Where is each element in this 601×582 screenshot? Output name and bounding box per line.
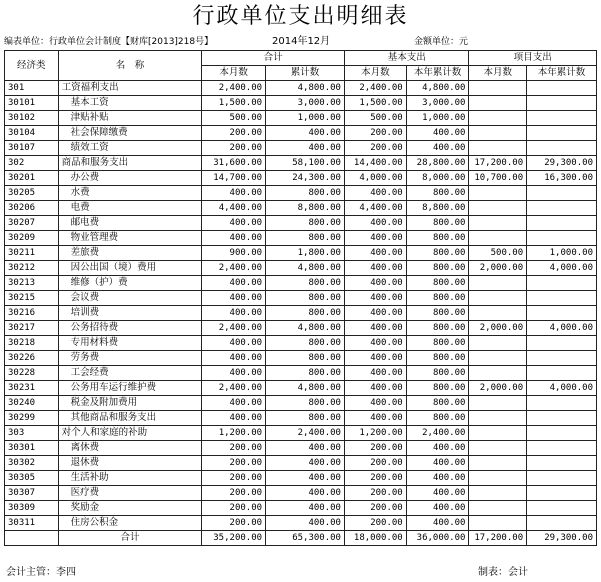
reporting-unit: 编表单位：行政单位会计制度【财库[2013]218号】 xyxy=(4,37,214,47)
table-row xyxy=(5,321,597,336)
row-basic-month: 400.00 xyxy=(344,231,406,246)
row-project-month xyxy=(469,441,527,456)
row-cumulative: 3,000.00 xyxy=(266,96,345,111)
row-month: 400.00 xyxy=(202,276,266,291)
row-code: 30209 xyxy=(5,231,59,246)
row-basic-month: 400.00 xyxy=(344,306,406,321)
row-code: 302 xyxy=(5,156,59,171)
row-cumulative: 4,800.00 xyxy=(266,321,345,336)
row-basic-year-cumulative: 800.00 xyxy=(406,321,469,336)
row-project-year-cumulative xyxy=(527,486,597,501)
row-name: 劳务费 xyxy=(58,351,202,366)
row-code: 30311 xyxy=(5,516,59,531)
row-project-month xyxy=(469,126,527,141)
row-project-year-cumulative: 16,300.00 xyxy=(527,171,597,186)
row-basic-month: 200.00 xyxy=(344,141,406,156)
row-code: 30218 xyxy=(5,336,59,351)
row-project-month xyxy=(469,81,527,96)
row-name: 培训费 xyxy=(58,306,202,321)
row-cumulative: 800.00 xyxy=(266,351,345,366)
row-project-month xyxy=(469,306,527,321)
row-month: 200.00 xyxy=(202,516,266,531)
row-name: 津贴补贴 xyxy=(58,111,202,126)
table-row xyxy=(5,126,597,141)
table-row xyxy=(5,351,597,366)
row-project-year-cumulative xyxy=(527,126,597,141)
row-month: 1,200.00 xyxy=(202,426,266,441)
row-project-year-cumulative: 29,300.00 xyxy=(527,156,597,171)
row-code: 30309 xyxy=(5,501,59,516)
row-basic-month: 400.00 xyxy=(344,336,406,351)
row-name: 商品和服务支出 xyxy=(58,156,202,171)
row-name: 医疗费 xyxy=(58,486,202,501)
row-basic-year-cumulative: 800.00 xyxy=(406,261,469,276)
table-row xyxy=(5,291,597,306)
currency-unit: 金额单位：元 xyxy=(414,37,469,47)
row-basic-month: 200.00 xyxy=(344,126,406,141)
row-name: 公务招待费 xyxy=(58,321,202,336)
row-basic-month: 400.00 xyxy=(344,321,406,336)
row-cumulative: 800.00 xyxy=(266,306,345,321)
row-project-month xyxy=(469,291,527,306)
row-name: 生活补助 xyxy=(58,471,202,486)
row-name: 社会保障缴费 xyxy=(58,126,202,141)
row-code: 30104 xyxy=(5,126,59,141)
row-project-month xyxy=(469,411,527,426)
row-project-year-cumulative xyxy=(527,501,597,516)
row-project-month: 2,000.00 xyxy=(469,381,527,396)
table-row xyxy=(5,426,597,441)
row-basic-year-cumulative: 800.00 xyxy=(406,246,469,261)
row-name: 其他商品和服务支出 xyxy=(58,411,202,426)
table-row xyxy=(5,201,597,216)
table-row xyxy=(5,96,597,111)
row-project-year-cumulative xyxy=(527,351,597,366)
row-basic-year-cumulative: 800.00 xyxy=(406,336,469,351)
row-basic-year-cumulative: 28,800.00 xyxy=(406,156,469,171)
header-project-year-cumulative: 本年累计数 xyxy=(527,66,597,81)
row-code: 30307 xyxy=(5,486,59,501)
row-project-month xyxy=(469,501,527,516)
table-row xyxy=(5,276,597,291)
header-group-basic: 基本支出 xyxy=(344,51,468,66)
row-project-month xyxy=(469,426,527,441)
row-project-month xyxy=(469,276,527,291)
total-project-year-cumulative: 29,300.00 xyxy=(527,531,597,546)
row-name: 退休费 xyxy=(58,456,202,471)
row-project-month: 17,200.00 xyxy=(469,156,527,171)
row-basic-year-cumulative: 1,000.00 xyxy=(406,111,469,126)
row-project-year-cumulative: 4,000.00 xyxy=(527,261,597,276)
row-project-year-cumulative xyxy=(527,291,597,306)
row-basic-month: 200.00 xyxy=(344,456,406,471)
row-basic-month: 200.00 xyxy=(344,516,406,531)
total-row xyxy=(5,531,597,546)
row-project-year-cumulative xyxy=(527,411,597,426)
row-code: 30107 xyxy=(5,141,59,156)
table-row xyxy=(5,456,597,471)
row-project-month: 2,000.00 xyxy=(469,261,527,276)
header-project-month: 本月数 xyxy=(469,66,527,81)
row-cumulative: 1,000.00 xyxy=(266,111,345,126)
table-row xyxy=(5,306,597,321)
table-row xyxy=(5,516,597,531)
row-basic-month: 400.00 xyxy=(344,396,406,411)
row-basic-month: 400.00 xyxy=(344,246,406,261)
row-month: 400.00 xyxy=(202,351,266,366)
prepared-by: 制表：会计 xyxy=(478,567,528,578)
row-basic-year-cumulative: 800.00 xyxy=(406,276,469,291)
row-month: 200.00 xyxy=(202,441,266,456)
row-code: 30215 xyxy=(5,291,59,306)
table-row xyxy=(5,441,597,456)
row-basic-year-cumulative: 400.00 xyxy=(406,471,469,486)
row-cumulative: 400.00 xyxy=(266,441,345,456)
row-month: 400.00 xyxy=(202,216,266,231)
row-code: 301 xyxy=(5,81,59,96)
row-basic-year-cumulative: 800.00 xyxy=(406,186,469,201)
row-basic-month: 14,400.00 xyxy=(344,156,406,171)
row-basic-month: 4,000.00 xyxy=(344,171,406,186)
row-cumulative: 400.00 xyxy=(266,516,345,531)
row-code: 30101 xyxy=(5,96,59,111)
table-row xyxy=(5,231,597,246)
row-month: 200.00 xyxy=(202,456,266,471)
row-code: 30231 xyxy=(5,381,59,396)
table-row xyxy=(5,141,597,156)
row-project-month xyxy=(469,471,527,486)
row-project-month: 2,000.00 xyxy=(469,321,527,336)
table-row xyxy=(5,261,597,276)
row-project-month xyxy=(469,216,527,231)
row-cumulative: 58,100.00 xyxy=(266,156,345,171)
row-code: 30240 xyxy=(5,396,59,411)
row-project-month xyxy=(469,141,527,156)
row-project-month xyxy=(469,456,527,471)
table-row xyxy=(5,396,597,411)
row-project-month xyxy=(469,186,527,201)
row-month: 400.00 xyxy=(202,291,266,306)
row-basic-month: 4,400.00 xyxy=(344,201,406,216)
row-cumulative: 400.00 xyxy=(266,456,345,471)
row-code: 30301 xyxy=(5,441,59,456)
row-code: 30226 xyxy=(5,351,59,366)
row-basic-month: 400.00 xyxy=(344,351,406,366)
row-basic-year-cumulative: 800.00 xyxy=(406,411,469,426)
table-row xyxy=(5,501,597,516)
row-cumulative: 2,400.00 xyxy=(266,426,345,441)
row-project-year-cumulative xyxy=(527,276,597,291)
row-project-year-cumulative xyxy=(527,441,597,456)
row-cumulative: 4,800.00 xyxy=(266,261,345,276)
row-cumulative: 24,300.00 xyxy=(266,171,345,186)
row-project-year-cumulative: 1,000.00 xyxy=(527,246,597,261)
row-basic-year-cumulative: 8,800.00 xyxy=(406,201,469,216)
row-code: 30299 xyxy=(5,411,59,426)
total-project-month: 17,200.00 xyxy=(469,531,527,546)
row-month: 900.00 xyxy=(202,246,266,261)
report-period: 2014年12月 xyxy=(272,36,331,47)
row-basic-year-cumulative: 400.00 xyxy=(406,456,469,471)
row-cumulative: 400.00 xyxy=(266,141,345,156)
table-row xyxy=(5,381,597,396)
row-basic-year-cumulative: 3,000.00 xyxy=(406,96,469,111)
row-basic-year-cumulative: 400.00 xyxy=(406,516,469,531)
row-project-year-cumulative xyxy=(527,186,597,201)
header-total-month: 本月数 xyxy=(202,66,266,81)
row-code: 30201 xyxy=(5,171,59,186)
row-cumulative: 800.00 xyxy=(266,216,345,231)
row-project-year-cumulative xyxy=(527,81,597,96)
row-project-year-cumulative xyxy=(527,201,597,216)
row-code: 30302 xyxy=(5,456,59,471)
row-month: 2,400.00 xyxy=(202,81,266,96)
table-row xyxy=(5,216,597,231)
row-code: 30216 xyxy=(5,306,59,321)
row-basic-year-cumulative: 400.00 xyxy=(406,141,469,156)
row-month: 200.00 xyxy=(202,126,266,141)
row-project-month xyxy=(469,396,527,411)
row-basic-month: 200.00 xyxy=(344,486,406,501)
row-basic-month: 500.00 xyxy=(344,111,406,126)
row-project-month xyxy=(469,201,527,216)
row-code: 30207 xyxy=(5,216,59,231)
row-month: 1,500.00 xyxy=(202,96,266,111)
row-project-year-cumulative xyxy=(527,111,597,126)
row-month: 400.00 xyxy=(202,411,266,426)
total-code-cell xyxy=(5,531,59,546)
row-project-month xyxy=(469,336,527,351)
row-basic-year-cumulative: 8,000.00 xyxy=(406,171,469,186)
row-cumulative: 400.00 xyxy=(266,126,345,141)
row-project-year-cumulative xyxy=(527,96,597,111)
row-project-year-cumulative xyxy=(527,366,597,381)
row-name: 离休费 xyxy=(58,441,202,456)
row-cumulative: 800.00 xyxy=(266,276,345,291)
row-month: 400.00 xyxy=(202,231,266,246)
row-code: 30102 xyxy=(5,111,59,126)
table-row xyxy=(5,171,597,186)
table-row xyxy=(5,486,597,501)
row-basic-month: 1,500.00 xyxy=(344,96,406,111)
row-name: 邮电费 xyxy=(58,216,202,231)
row-month: 200.00 xyxy=(202,141,266,156)
header-basic-month: 本月数 xyxy=(344,66,406,81)
row-code: 30217 xyxy=(5,321,59,336)
row-project-year-cumulative xyxy=(527,231,597,246)
row-project-month xyxy=(469,96,527,111)
row-project-year-cumulative xyxy=(527,336,597,351)
row-code: 30212 xyxy=(5,261,59,276)
row-project-year-cumulative xyxy=(527,471,597,486)
row-name: 公务用车运行维护费 xyxy=(58,381,202,396)
row-project-month: 500.00 xyxy=(469,246,527,261)
total-cumulative: 65,300.00 xyxy=(266,531,345,546)
row-basic-month: 200.00 xyxy=(344,441,406,456)
row-project-month xyxy=(469,516,527,531)
row-name: 基本工资 xyxy=(58,96,202,111)
row-project-year-cumulative xyxy=(527,216,597,231)
row-basic-month: 400.00 xyxy=(344,411,406,426)
row-month: 4,400.00 xyxy=(202,201,266,216)
expenditure-table xyxy=(4,50,597,546)
row-name: 工资福利支出 xyxy=(58,81,202,96)
row-month: 200.00 xyxy=(202,501,266,516)
row-basic-year-cumulative: 800.00 xyxy=(406,396,469,411)
row-month: 31,600.00 xyxy=(202,156,266,171)
row-cumulative: 4,800.00 xyxy=(266,381,345,396)
row-basic-month: 400.00 xyxy=(344,381,406,396)
row-basic-year-cumulative: 4,800.00 xyxy=(406,81,469,96)
row-basic-year-cumulative: 400.00 xyxy=(406,501,469,516)
total-basic-year-cumulative: 36,000.00 xyxy=(406,531,469,546)
row-name: 工会经费 xyxy=(58,366,202,381)
row-name: 会议费 xyxy=(58,291,202,306)
row-basic-month: 400.00 xyxy=(344,276,406,291)
row-month: 400.00 xyxy=(202,366,266,381)
table-row xyxy=(5,336,597,351)
row-basic-month: 400.00 xyxy=(344,261,406,276)
row-code: 30211 xyxy=(5,246,59,261)
row-month: 200.00 xyxy=(202,486,266,501)
row-name: 电费 xyxy=(58,201,202,216)
header-total-cumulative: 累计数 xyxy=(266,66,345,81)
row-cumulative: 800.00 xyxy=(266,186,345,201)
total-label: 合计 xyxy=(58,531,202,546)
row-month: 14,700.00 xyxy=(202,171,266,186)
table-body xyxy=(5,81,597,531)
row-project-month xyxy=(469,111,527,126)
row-month: 400.00 xyxy=(202,306,266,321)
row-cumulative: 400.00 xyxy=(266,486,345,501)
row-basic-month: 200.00 xyxy=(344,501,406,516)
row-project-month xyxy=(469,486,527,501)
table-row xyxy=(5,186,597,201)
row-basic-year-cumulative: 400.00 xyxy=(406,486,469,501)
row-project-month xyxy=(469,351,527,366)
row-month: 2,400.00 xyxy=(202,261,266,276)
row-basic-month: 400.00 xyxy=(344,216,406,231)
accounting-supervisor: 会计主管：李四 xyxy=(6,567,76,578)
row-month: 400.00 xyxy=(202,186,266,201)
row-name: 因公出国（境）费用 xyxy=(58,261,202,276)
row-name: 住房公积金 xyxy=(58,516,202,531)
row-basic-year-cumulative: 2,400.00 xyxy=(406,426,469,441)
header-name: 名 称 xyxy=(58,51,202,81)
row-basic-month: 400.00 xyxy=(344,186,406,201)
row-basic-year-cumulative: 400.00 xyxy=(406,126,469,141)
row-month: 200.00 xyxy=(202,471,266,486)
row-project-month: 10,700.00 xyxy=(469,171,527,186)
row-basic-month: 400.00 xyxy=(344,366,406,381)
total-basic-month: 18,000.00 xyxy=(344,531,406,546)
row-name: 水费 xyxy=(58,186,202,201)
row-project-year-cumulative xyxy=(527,141,597,156)
header-group-total: 合计 xyxy=(202,51,345,66)
row-basic-year-cumulative: 800.00 xyxy=(406,231,469,246)
header-basic-year-cumulative: 本年累计数 xyxy=(406,66,469,81)
header-code: 经济类 xyxy=(5,51,59,81)
row-name: 办公费 xyxy=(58,171,202,186)
table-row xyxy=(5,471,597,486)
row-basic-year-cumulative: 800.00 xyxy=(406,366,469,381)
row-name: 物业管理费 xyxy=(58,231,202,246)
row-cumulative: 1,800.00 xyxy=(266,246,345,261)
row-cumulative: 800.00 xyxy=(266,396,345,411)
report-title: 行政单位支出明细表 xyxy=(192,4,409,29)
row-project-year-cumulative xyxy=(527,306,597,321)
row-project-year-cumulative xyxy=(527,426,597,441)
table-row xyxy=(5,111,597,126)
row-month: 400.00 xyxy=(202,396,266,411)
row-basic-month: 1,200.00 xyxy=(344,426,406,441)
row-cumulative: 400.00 xyxy=(266,501,345,516)
row-month: 400.00 xyxy=(202,336,266,351)
row-cumulative: 800.00 xyxy=(266,411,345,426)
row-project-year-cumulative xyxy=(527,396,597,411)
row-project-month xyxy=(469,231,527,246)
row-name: 差旅费 xyxy=(58,246,202,261)
row-project-month xyxy=(469,366,527,381)
row-cumulative: 800.00 xyxy=(266,291,345,306)
row-basic-year-cumulative: 800.00 xyxy=(406,216,469,231)
total-month: 35,200.00 xyxy=(202,531,266,546)
row-project-year-cumulative: 4,000.00 xyxy=(527,381,597,396)
table-row xyxy=(5,411,597,426)
row-basic-year-cumulative: 800.00 xyxy=(406,381,469,396)
row-code: 303 xyxy=(5,426,59,441)
row-name: 奖励金 xyxy=(58,501,202,516)
row-basic-year-cumulative: 800.00 xyxy=(406,306,469,321)
row-name: 维修（护）费 xyxy=(58,276,202,291)
table-row xyxy=(5,366,597,381)
row-code: 30305 xyxy=(5,471,59,486)
row-month: 2,400.00 xyxy=(202,381,266,396)
row-project-year-cumulative xyxy=(527,456,597,471)
row-code: 30205 xyxy=(5,186,59,201)
row-code: 30228 xyxy=(5,366,59,381)
row-cumulative: 800.00 xyxy=(266,336,345,351)
table-row xyxy=(5,246,597,261)
row-cumulative: 800.00 xyxy=(266,366,345,381)
row-cumulative: 400.00 xyxy=(266,471,345,486)
row-code: 30213 xyxy=(5,276,59,291)
row-basic-month: 2,400.00 xyxy=(344,81,406,96)
row-code: 30206 xyxy=(5,201,59,216)
row-cumulative: 4,800.00 xyxy=(266,81,345,96)
row-name: 专用材料费 xyxy=(58,336,202,351)
row-cumulative: 800.00 xyxy=(266,231,345,246)
row-name: 税金及附加费用 xyxy=(58,396,202,411)
row-basic-year-cumulative: 800.00 xyxy=(406,291,469,306)
row-basic-month: 200.00 xyxy=(344,471,406,486)
row-name: 绩效工资 xyxy=(58,141,202,156)
row-month: 500.00 xyxy=(202,111,266,126)
row-basic-year-cumulative: 400.00 xyxy=(406,441,469,456)
row-name: 对个人和家庭的补助 xyxy=(58,426,202,441)
row-basic-month: 400.00 xyxy=(344,291,406,306)
row-cumulative: 8,800.00 xyxy=(266,201,345,216)
table-row xyxy=(5,81,597,96)
row-month: 2,400.00 xyxy=(202,321,266,336)
row-project-year-cumulative: 4,000.00 xyxy=(527,321,597,336)
header-group-project: 项目支出 xyxy=(469,51,597,66)
row-basic-year-cumulative: 800.00 xyxy=(406,351,469,366)
table-row xyxy=(5,156,597,171)
row-project-year-cumulative xyxy=(527,516,597,531)
